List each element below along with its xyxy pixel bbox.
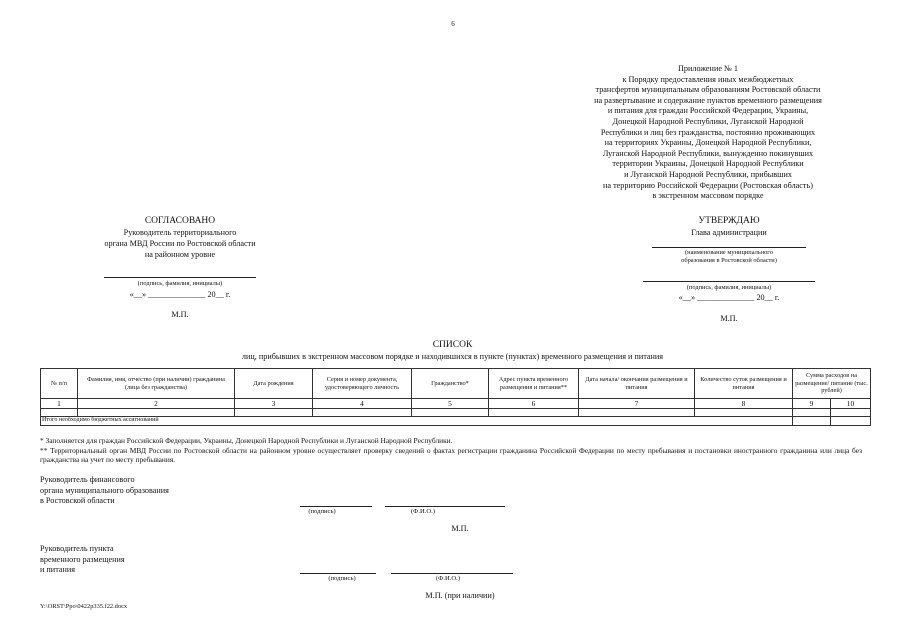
agreed-block	[70, 215, 290, 320]
agreed-signature-line	[104, 277, 256, 278]
point-name-line	[391, 573, 513, 574]
appendix-line: Приложение № 1	[678, 64, 738, 73]
column-header: Количество суток размещения и питания	[695, 369, 793, 399]
footnotes	[40, 436, 862, 465]
agreed-title: СОГЛАСОВАНО	[144, 216, 216, 226]
table-cell	[313, 409, 412, 417]
finance-head-line: Руководитель финансового	[40, 475, 135, 484]
persons-table	[40, 368, 871, 426]
appendix-line: территории Украины, Донецкой Народной Республики	[612, 159, 804, 169]
table-cell	[793, 417, 831, 426]
approved-name-hint: (наименование муниципального	[685, 249, 773, 256]
point-head-label	[40, 544, 280, 576]
finance-head-label	[40, 475, 280, 507]
point-head-line: и питания	[40, 565, 76, 575]
approved-position: Глава администрации	[691, 228, 767, 237]
column-number: 4	[313, 399, 412, 409]
column-header: Сумма расходов на размещение/ питание (тыс. рублей)	[793, 369, 871, 399]
table-cell	[793, 409, 831, 417]
approved-title: УТВЕРЖДАЮ	[698, 216, 760, 226]
approved-block	[618, 215, 840, 324]
table-cell	[831, 417, 871, 426]
appendix-line: и питания для граждан Российской Федерации, Украины,	[607, 106, 809, 116]
table-cell	[412, 409, 489, 417]
appendix-line: на территорию Российской Федерации (Ростовская область)	[603, 180, 813, 190]
point-head-line: Руководитель пункта	[40, 544, 114, 553]
column-number: 5	[412, 399, 489, 409]
point-signature-hint: (подпись)	[328, 575, 356, 582]
table-cell	[831, 409, 871, 417]
column-number: 9	[793, 399, 831, 409]
point-signature-line	[300, 573, 376, 574]
agreed-signature-hint: (подпись, фамилия, инициалы)	[137, 280, 223, 287]
table-row	[41, 409, 871, 417]
column-header: Адрес пункта временного размещения и питания**	[489, 369, 579, 399]
agreed-date-line: «__» ______________ 20__ г.	[129, 290, 231, 299]
table-cell	[41, 409, 78, 417]
column-number: 10	[831, 399, 871, 409]
agreed-line: на районном уровне	[144, 250, 216, 259]
column-header: Гражданство*	[412, 369, 489, 399]
column-number: 7	[579, 399, 695, 409]
list-title-block	[0, 339, 905, 362]
table-cell	[235, 409, 313, 417]
finance-name-hint: (Ф.И.О.)	[410, 508, 436, 515]
table-cell	[695, 409, 793, 417]
finance-name-line	[385, 506, 505, 507]
approved-date-line: «__» ______________ 20__ г.	[678, 293, 780, 302]
list-title: СПИСОК	[432, 340, 473, 350]
finance-stamp: М.П.	[451, 524, 469, 533]
agreed-stamp: М.П.	[171, 310, 189, 319]
column-number: 3	[235, 399, 313, 409]
point-name-hint: (Ф.И.О.)	[435, 575, 461, 582]
finance-signature-hint: (подпись)	[308, 508, 336, 515]
table-cell	[579, 409, 695, 417]
approved-municipality-line	[652, 247, 806, 248]
finance-signature-line	[300, 506, 372, 507]
column-header: Фамилия, имя, отчество (при наличии) гражданина (лица без гражданства)	[78, 369, 235, 399]
appendix-line: Луганской Народной Республики, вынужденно покинувших	[602, 148, 814, 158]
appendix-line: на территориях Украины, Донецкой Народной Республики,	[604, 138, 812, 148]
column-header: Серия и номер документа, удостоверяющего личность	[313, 369, 412, 399]
table-header-row	[41, 369, 871, 399]
table-cell	[78, 409, 235, 417]
appendix-line: в экстренном массовом порядке	[652, 191, 764, 201]
finance-head-line: органа муниципального образования	[40, 485, 169, 495]
appendix-line: Донецкой Народной Республики, Луганской Народной	[612, 116, 804, 126]
appendix-line: к Порядку предоставления иных межбюджетных	[622, 74, 794, 84]
column-number: 6	[489, 399, 579, 409]
column-number-row	[41, 399, 871, 409]
approved-name-hint: образования в Ростовской области)	[681, 257, 777, 264]
page-number: 6	[451, 20, 455, 28]
agreed-line: органа МВД России по Ростовской области	[104, 239, 256, 248]
column-number: 1	[41, 399, 78, 409]
point-head-line: временного размещения	[40, 554, 125, 564]
approved-stamp: М.П.	[720, 314, 738, 323]
column-header: Дата начала/ окончания размещения и питания	[579, 369, 695, 399]
file-path: Y:\ORST\Ppo\0422p335.f22.docx	[40, 603, 128, 610]
finance-head-line: в Ростовской области	[40, 496, 115, 506]
list-subtitle: лиц, прибывших в экстренном массовом порядке и находившихся в пункте (пунктах) временного размещения и питания	[241, 352, 664, 361]
point-stamp: М.П. (при наличии)	[425, 591, 495, 600]
approved-signature-line	[643, 281, 815, 282]
column-header: Дата рождения	[235, 369, 313, 399]
total-label: Итого необходимо бюджетных ассигнований	[41, 417, 793, 426]
footnote: * Заполняется для граждан Российской Федерации, Украины, Донецкой Народной Республики и Луганской Народной Республики.	[40, 436, 453, 445]
table-cell	[489, 409, 579, 417]
footnote: ** Территориальный орган МВД России по Ростовской области на районном уровне осуществляет проверку сведений о фактах регистрации гражданина Российской Федерации по месту пребывания и постановки иностранного гражданина или лица без гражданства на учет по месту пребывания.	[40, 445, 862, 465]
approved-signature-hint: (подпись, фамилия, инициалы)	[686, 284, 772, 291]
column-number: 8	[695, 399, 793, 409]
appendix-header	[548, 64, 868, 202]
table-total-row	[41, 417, 871, 426]
column-number: 2	[78, 399, 235, 409]
appendix-line: трансфертов муниципальным образованиям Ростовской области	[595, 85, 821, 95]
column-header: № п/п	[41, 369, 78, 399]
appendix-line: на развертывание и содержание пунктов временного размещения	[594, 95, 822, 105]
agreed-line: Руководитель территориального	[123, 228, 237, 237]
appendix-line: и Луганской Народной Республики, прибывших	[624, 169, 792, 179]
appendix-line: Республики и лиц без гражданства, постоянно проживающих	[600, 127, 816, 137]
